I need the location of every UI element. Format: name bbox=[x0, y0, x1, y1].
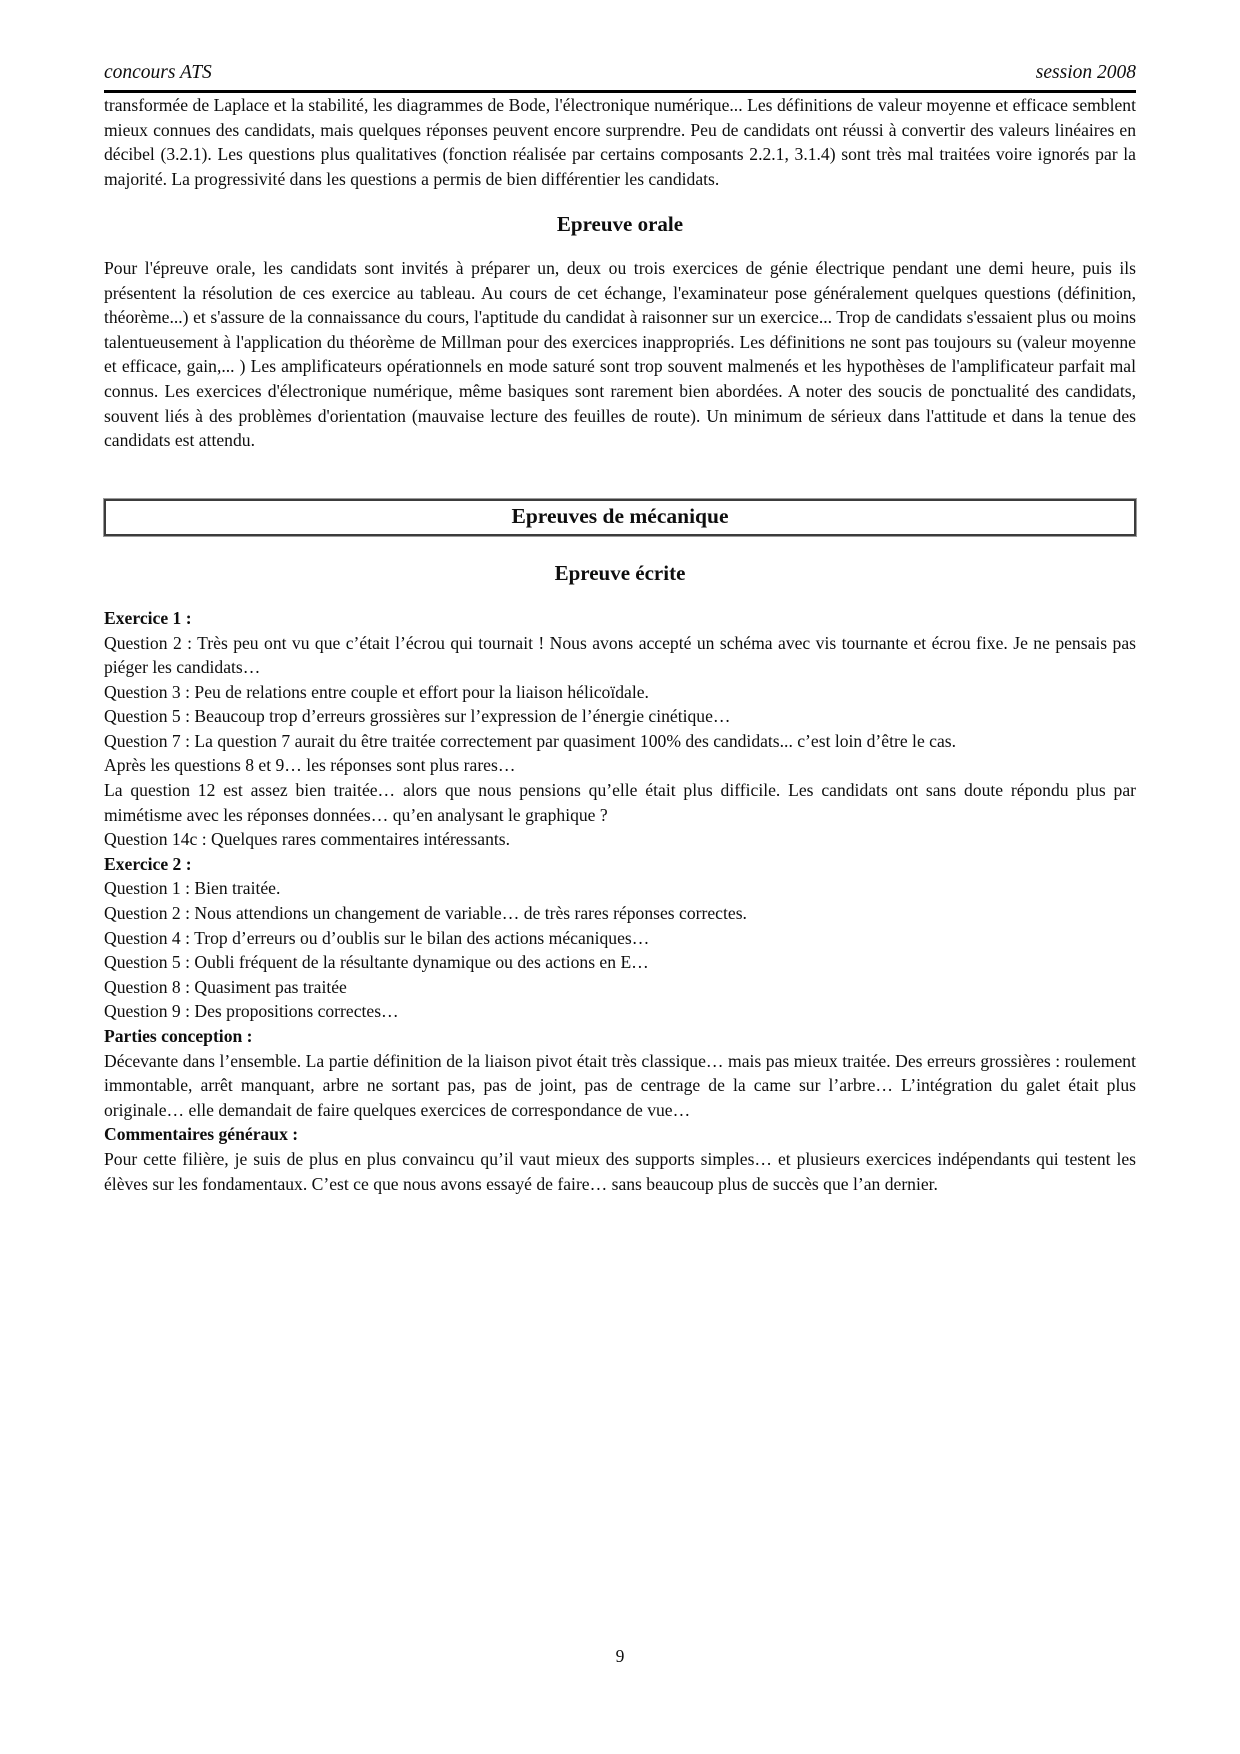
exercice1-question-3: Question 3 : Peu de relations entre couple et effort pour la liaison hélicoïdale. bbox=[104, 681, 649, 702]
exercice1-question-5: Question 5 : Beaucoup trop d’erreurs grossières sur l’expression de l’énergie cinétique… bbox=[104, 706, 731, 727]
paragraph-commentaires-generaux: Pour cette filière, je suis de plus en plus convaincu qu’il vaut mieux des supports simples… et plusieurs exercices indépendants qui testent les élèves sur les fondamentaux. C’est ce que nous avons essayé de faire… sans beaucoup plus de succès que l’an dernier. bbox=[104, 1148, 1136, 1194]
heading-parties-conception: Parties conception : bbox=[104, 1026, 253, 1046]
page-footer bbox=[0, 1646, 1240, 1667]
exercice1-question-7: Question 7 : La question 7 aurait du être traitée correctement par quasiment 100% des candidats... c’est loin d’être le cas. bbox=[104, 730, 957, 751]
header-journal-title: concours ATS bbox=[104, 62, 212, 83]
page-number: 9 bbox=[615, 1646, 625, 1666]
exercice2-question-9: Question 9 : Des propositions correctes… bbox=[104, 1001, 399, 1022]
exercice2-question-1: Question 1 : Bien traitée. bbox=[104, 878, 281, 899]
paragraph-epreuve-orale: Pour l'épreuve orale, les candidats sont invités à préparer un, deux ou trois exercices de génie électrique pendant une demi heure, puis ils présentent la résolution de ces exercice au tableau. Au cours de cet échange, l'examinateur pose généralement quelques questions (définition, théorème...) et s'assure de la connaissance du cours, l'aptitude du candidat à raisonner sur un exercice... Trop de candidats s'essaient plus ou moins talentueusement à l'application du théorème de Millman pour des exercices inappropriés. Les définitions ne sont pas toujours su (valeur moyenne et efficace, gain,... ) Les amplificateurs opérationnels en mode saturé sont trop souvent malmenés et les hypothèses de l'amplificateur parfait mal connus. Les exercices d'électronique numérique, même basiques sont rarement bien abordées. A noter des soucis de ponctualité des candidats, souvent liés à des problèmes d'orientation (mauvaise lecture des feuilles de route). Un minimum de sérieux dans l'attitude et dans la tenue des candidats est attendu. bbox=[104, 257, 1136, 451]
heading-epreuve-ecrite: Epreuve écrite bbox=[554, 561, 686, 586]
exercice2-question-5: Question 5 : Oubli fréquent de la résultante dynamique ou des actions en E… bbox=[104, 952, 649, 973]
heading-exercice-1: Exercice 1 : bbox=[104, 607, 192, 628]
section-box-epreuves-mecanique bbox=[104, 499, 1136, 537]
exercice1-questions-8-9: Après les questions 8 et 9… les réponses sont plus rares… bbox=[104, 755, 516, 776]
exercice2-question-4: Question 4 : Trop d’erreurs ou d’oublis sur le bilan des actions mécaniques… bbox=[104, 927, 650, 948]
exercice1-question-14c: Question 14c : Quelques rares commentaires intéressants. bbox=[104, 829, 511, 850]
exercice2-question-2: Question 2 : Nous attendions un changement de variable… de très rares réponses correctes. bbox=[104, 903, 747, 924]
heading-commentaires-generaux: Commentaires généraux : bbox=[104, 1124, 299, 1145]
exercice1-question-2: Question 2 : Très peu ont vu que c’était l’écrou qui tournait ! Nous avons accepté un schéma avec vis tournante et écrou fixe. Je ne pensais pas piéger les candidats… bbox=[104, 632, 1136, 678]
paragraph-parties-conception: Décevante dans l’ensemble. La partie définition de la liaison pivot était très classique… mais pas mieux traitée. Des erreurs grossières : roulement immontable, arrêt manquant, arbre ne sortant pas, pas de joint, pas de centrage de la came sur l’arbre… L’intégration du galet était plus originale… elle demandait de faire quelques exercices de correspondance de vue… bbox=[104, 1050, 1136, 1120]
exercice2-question-8: Question 8 : Quasiment pas traitée bbox=[104, 976, 347, 997]
paragraph-electrique-continuation: transformée de Laplace et la stabilité, les diagrammes de Bode, l'électronique numérique... Les définitions de valeur moyenne et efficace semblent mieux connues des candidats, mais quelques réponses peuvent encore surprendre. Peu de candidats ont réussi à convertir des valeurs linéaires en décibel (3.2.1). Les questions plus qualitatives (fonction réalisée par certains composants 2.2.1, 3.1.4) sont très mal traitées voire ignorés par la majorité. La progressivité dans les questions a permis de bien différentier les candidats. bbox=[104, 95, 1136, 189]
header-session: session 2008 bbox=[1035, 62, 1136, 83]
exercice1-question-12: La question 12 est assez bien traitée… alors que nous pensions qu’elle était plus difficile. Les candidats ont sans doute répondu plus par mimétisme avec les réponses données… qu’en analysant le graphique ? bbox=[104, 780, 1136, 825]
page-header bbox=[104, 62, 1136, 93]
page-body bbox=[104, 93, 1136, 1196]
heading-epreuve-orale: Epreuve orale bbox=[556, 212, 684, 237]
heading-exercice-2: Exercice 2 : bbox=[104, 853, 192, 874]
heading-epreuves-mecanique: Epreuves de mécanique bbox=[511, 503, 729, 528]
